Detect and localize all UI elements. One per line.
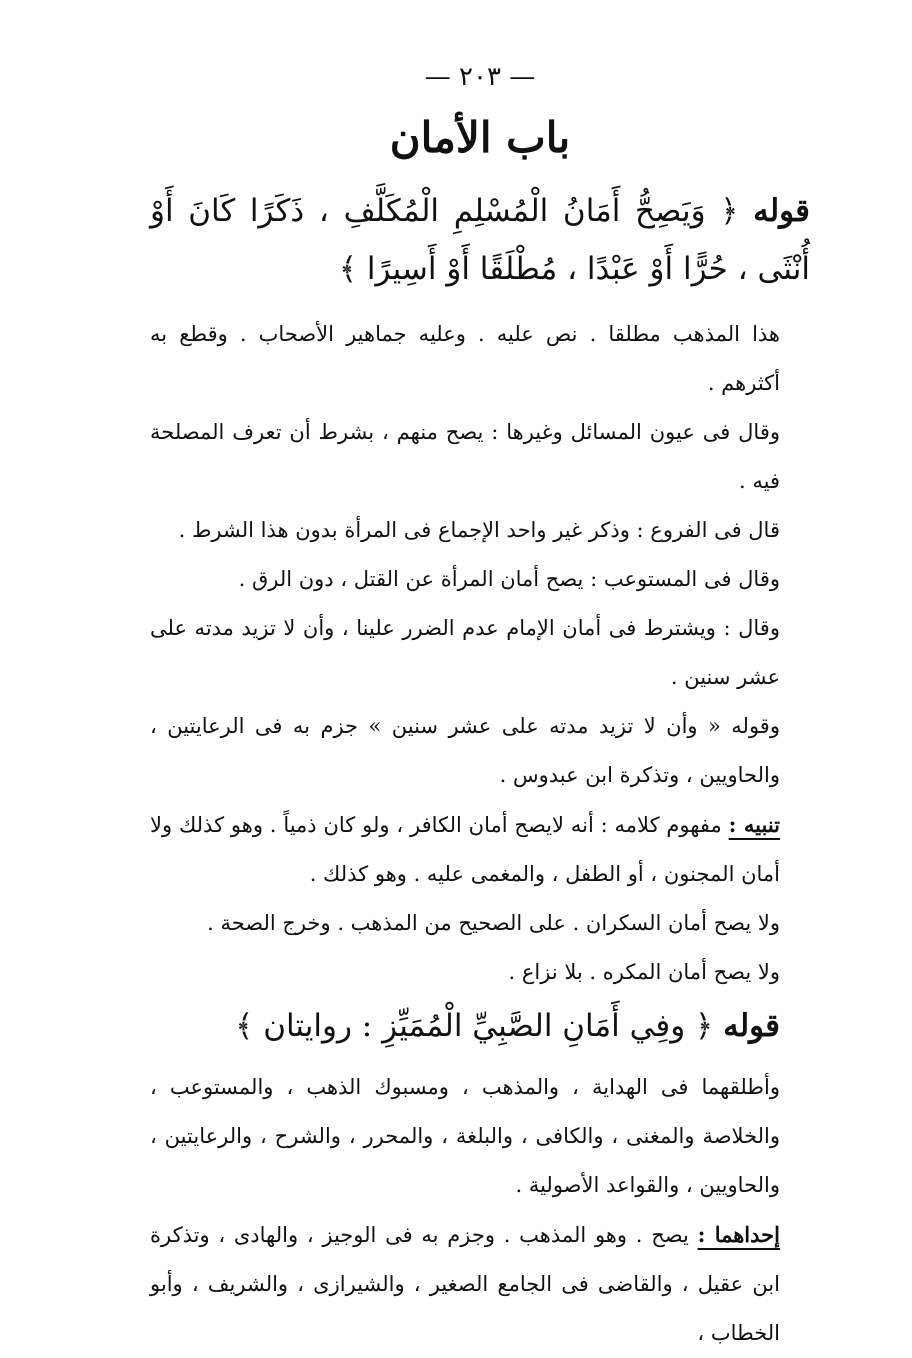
tanbih-label: تنبيه : [728, 812, 780, 837]
paragraph: وقال فى عيون المسائل وغيرها : يصح منهم ، بشرط أن تعرف المصلحة فيه . [150, 420, 780, 493]
paragraph: وقال : ويشترط فى أمان الإمام عدم الضرر علينا ، وأن لا تزيد مدته على عشر سنين . [150, 616, 780, 689]
paragraph: ولا يصح أمان المكره . بلا نزاع . [508, 960, 780, 984]
paragraph: وأطلقهما فى الهداية ، والمذهب ، ومسبوك الذهب ، والمستوعب ، والخلاصة والمغنى ، والكافى ، والبلغة ، والمحرر ، والشرح ، والرعايتين ، والحاويين ، والقواعد الأصولية . [150, 1075, 780, 1197]
paragraph: وقال فى المستوعب : يصح أمان المرأة عن القتل ، دون الرق . [238, 567, 780, 591]
paragraph: ولا يصح أمان السكران . على الصحيح من المذهب . وخرج الصحة . [207, 911, 780, 935]
book-page [150, 60, 810, 1358]
matn-lead-2: قوله [723, 1008, 780, 1044]
matn-text-1: ﴿ وَيَصِحُّ أَمَانُ الْمُسْلِمِ الْمُكَلَّفِ ، ذَكَرًا كَانَ أَوْ أُنْثَى ، حُرًّا أَوْ عَبْدًا ، مُطْلَقًا أَوْ أَسِيرًا ﴾ [150, 193, 810, 287]
matn-quote-2 [150, 997, 810, 1055]
paragraph: وقوله « وأن لا تزيد مدته على عشر سنين » جزم به فى الرعايتين ، والحاويين ، وتذكرة ابن عبدوس . [150, 714, 780, 787]
tanbih-text: مفهوم كلامه : أنه لايصح أمان الكافر ، ولو كان ذمياً . وهو كذلك ولا أمان المجنون ، أو الطفل ، والمغمى عليه . وهو كذلك . [150, 813, 780, 886]
paragraph: قال فى الفروع : وذكر غير واحد الإجماع فى المرأة بدون هذا الشرط . [178, 518, 780, 542]
page-number: — ٢٠٣ — [424, 62, 536, 92]
tanbih-paragraph [150, 800, 810, 899]
ihdahuma-text: يصح . وهو المذهب . وجزم به فى الوجيز ، والهادى ، وتذكرة ابن عقيل ، والقاضى فى الجامع الصغير ، والشيرازى ، والشريف ، وأبو الخطاب ، [150, 1223, 780, 1345]
matn-text-2: ﴿ وفِي أَمَانِ الصَّبِيِّ الْمُمَيِّزِ : روايتان ﴾ [235, 1008, 714, 1044]
chapter-title: باب الأمان [389, 113, 571, 162]
ihdahuma-paragraph [150, 1210, 810, 1358]
matn-quote-1 [150, 182, 810, 298]
matn-lead-1: قوله [753, 193, 810, 229]
paragraph: هذا المذهب مطلقا . نص عليه . وعليه جماهير الأصحاب . وقطع به أكثرهم . [150, 322, 780, 395]
ihdahuma-label: إحداهما : [697, 1222, 780, 1247]
